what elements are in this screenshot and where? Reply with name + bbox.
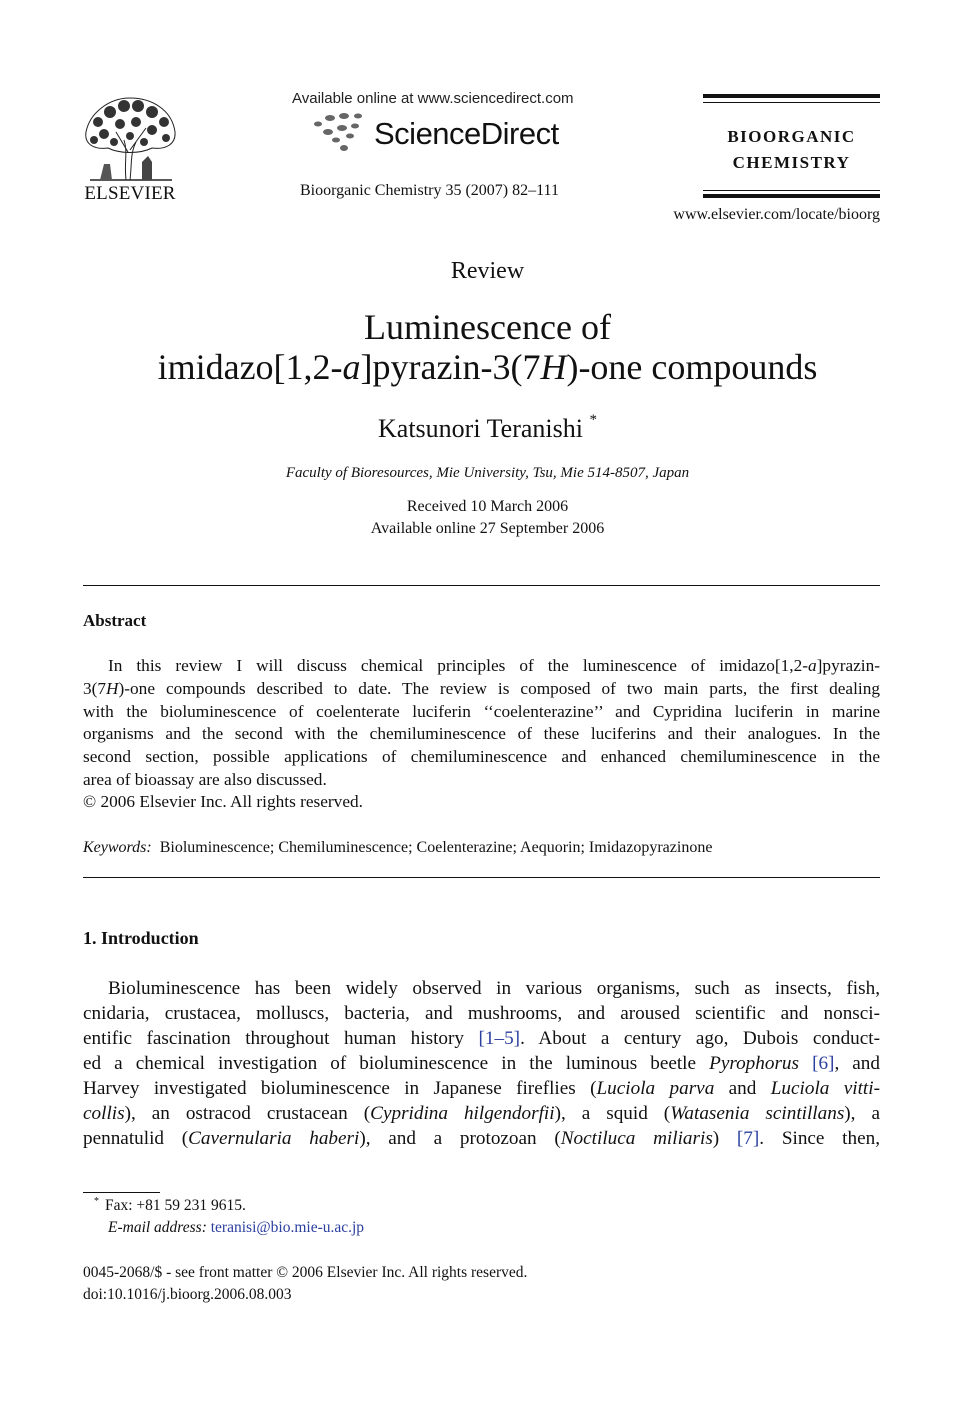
keywords-label: Keywords:	[83, 839, 152, 856]
email-link[interactable]: teranisi@bio.mie-u.ac.jp	[210, 1219, 365, 1236]
footnote-fax: * Fax: +81 59 231 9615.	[94, 1196, 246, 1214]
sciencedirect-wordmark: ScienceDirect	[374, 116, 559, 151]
keywords	[83, 839, 712, 857]
journal-name-line1: BIOORGANIC	[727, 127, 856, 146]
journal-citation: Bioorganic Chemistry 35 (2007) 82–111	[300, 182, 559, 199]
section-divider	[83, 877, 880, 878]
journal-banner-rule	[703, 190, 880, 191]
footnote-divider	[83, 1192, 160, 1193]
publisher-name: ELSEVIER	[84, 183, 176, 204]
journal-banner-rule	[703, 94, 880, 98]
article-title-line2: imidazo[1,2-a]pyrazin-3(7H)-one compounds	[157, 347, 818, 387]
footnote-email: E-mail address: teranisi@bio.mie-u.ac.jp	[108, 1219, 365, 1236]
journal-url-link[interactable]: www.elsevier.com/locate/bioorg	[673, 206, 880, 223]
footnote-mark-link[interactable]: *	[589, 412, 597, 428]
abstract-heading: Abstract	[83, 611, 147, 630]
author-name: Katsunori Teranishi *	[378, 412, 597, 443]
journal-name-line2: CHEMISTRY	[732, 153, 851, 172]
author-affiliation: Faculty of Bioresources, Mie University, Tsu, Mie 514-8507, Japan	[285, 465, 690, 481]
front-matter: 0045-2068/$ - see front matter © 2006 Elsevier Inc. All rights reserved.	[83, 1264, 528, 1281]
doi[interactable]: doi:10.1016/j.bioorg.2006.08.003	[83, 1286, 292, 1303]
abstract-body: In this review I will discuss chemical principles of the luminescence of imidazo[1,2-a]pyrazin- 3(7H)-one compounds described to date. The review is composed of two main parts, the first dealing with the bioluminescence of coelenterate luciferin ‘‘coelenterazine’’ and Cypridina luciferin in marine organisms and the second with the chemiluminescence of these luciferins and their analogues. In the second section, possible applications of chemiluminescence and enhanced chemiluminescence in the area of bioassay are also discussed.	[83, 656, 880, 789]
introduction-heading: 1. Introduction	[83, 928, 199, 948]
citation-link[interactable]: [6]	[812, 1053, 835, 1074]
journal-banner-rule	[703, 102, 880, 103]
received-date: Received 10 March 2006	[406, 498, 569, 515]
online-date: Available online 27 September 2006	[370, 520, 605, 537]
available-online-text: Available online at www.sciencedirect.com	[292, 90, 574, 107]
introduction-body: Bioluminescence has been widely observed in various organisms, such as insects, fish, cnidaria, crustacea, molluscs, bacteria, and mushrooms, and aroused scientific and nonsci- entific fascination throughout human history [1–5]. About a century ago, Dubois conduct- ed a chemical investigation of bioluminescence in the luminous beetle Pyrophorus [6], and Harvey investigated bioluminescence in Japanese fireflies (Luciola parva and Luciola vitti- collis), an ostracod crustacean (Cypridina hilgendorfii), a squid (Watasenia scintillans), a pennatulid (Cavernularia haberi), and a protozoan (Noctiluca miliaris) [7]. Since then,	[83, 978, 881, 1149]
journal-name	[703, 124, 880, 176]
keywords-list: Bioluminescence; Chemiluminescence; Coelenterazine; Aequorin; Imidazopyrazinone	[159, 839, 713, 856]
citation-link[interactable]: [7]	[736, 1128, 760, 1149]
section-divider	[83, 585, 880, 586]
abstract-copyright: © 2006 Elsevier Inc. All rights reserved.	[83, 792, 363, 811]
article-title-line1: Luminescence of	[364, 307, 611, 347]
citation-link[interactable]: [1–5]	[478, 1028, 521, 1049]
article-type: Review	[450, 258, 525, 284]
journal-banner-rule	[703, 194, 880, 198]
